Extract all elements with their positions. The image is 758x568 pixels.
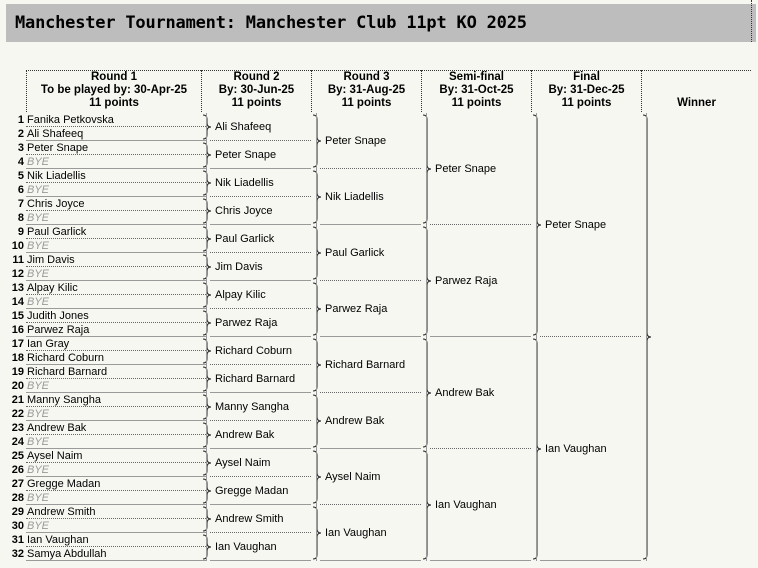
slot-underline [210,336,311,337]
column-separator [316,113,317,561]
slot-underline [210,504,311,505]
bracket-slot[interactable]: Peter Snape [215,149,277,161]
bracket-connector [202,395,212,419]
round-header-1 [26,70,201,112]
list-item [10,393,206,407]
bracket-connector [202,171,212,195]
round-header-round: Round 3 [343,71,390,83]
bracket-slot[interactable]: Gregge Madan [215,485,289,497]
bracket-connector [202,451,212,475]
seed-number: 25 [11,450,24,462]
bracket-slot[interactable]: Paul Garlick [325,247,385,259]
bracket-slot[interactable]: Richard Barnard [325,359,406,371]
slot-underline [320,504,421,505]
player-name[interactable]: Peter Snape [27,142,89,154]
bracket-connector [202,367,212,391]
slot-underline [210,476,311,477]
seed-number: 2 [17,128,24,140]
seed-number: 24 [11,436,24,448]
list-item [10,477,206,491]
list-item [10,421,206,435]
player-name[interactable]: Andrew Smith [27,506,96,518]
player-name[interactable]: BYE [27,380,50,392]
seed-number: 5 [17,170,24,182]
player-name[interactable]: Parwez Raja [27,324,90,336]
round-header-round: Semi-final [449,71,504,83]
player-name[interactable]: BYE [27,436,50,448]
round-header-points: 11 points [89,97,139,109]
seed-number: 26 [11,464,24,476]
player-name[interactable]: Richard Coburn [27,352,105,364]
bracket-connector [202,199,212,223]
column-separator [646,113,647,561]
column-separator [426,113,427,561]
slot-underline [210,252,311,253]
player-name[interactable]: Nik Liadellis [27,170,86,182]
row-underline [26,560,206,561]
seed-number: 23 [11,422,24,434]
player-name[interactable]: BYE [27,240,50,252]
slot-underline [430,224,531,225]
slot-underline [210,224,311,225]
slot-underline [210,308,311,309]
seed-number: 4 [17,156,24,168]
player-name[interactable]: Ian Vaughan [27,534,89,546]
slot-underline [540,336,641,337]
bracket-slot[interactable]: Andrew Bak [435,387,495,399]
page-title: Manchester Tournament: Manchester Club 11pt KO 2025 [15,13,527,33]
seed-number: 7 [17,198,24,210]
bracket-connector [312,451,322,503]
slot-underline [210,392,311,393]
slot-underline [320,336,421,337]
bracket-connector [312,171,322,223]
seed-number: 31 [11,534,24,546]
bracket-slot[interactable]: Andrew Smith [215,513,284,525]
bracket-connector [202,423,212,447]
player-name[interactable]: BYE [27,184,50,196]
round-header-2 [201,70,311,112]
round-header-5 [531,70,641,112]
bracket-slot[interactable]: Ian Vaughan [545,443,607,455]
seed-number: 29 [11,506,24,518]
bracket-connector [202,311,212,335]
round-header-round: Final [573,71,600,83]
slot-underline [320,280,421,281]
player-name[interactable]: Gregge Madan [27,478,101,490]
bracket-connector [422,339,432,447]
player-name[interactable]: BYE [27,296,50,308]
bracket-connector [202,143,212,167]
bracket-slot[interactable]: Aysel Naim [215,457,271,469]
list-item [10,295,206,309]
list-item [10,253,206,267]
bracket-slot[interactable]: Ian Vaughan [325,527,387,539]
seed-number: 27 [11,478,24,490]
player-name[interactable]: BYE [27,268,50,280]
seed-number: 10 [11,240,24,252]
slot-underline [540,560,641,561]
slot-underline [320,448,421,449]
player-name[interactable]: BYE [27,464,50,476]
list-item [10,183,206,197]
seed-number: 19 [11,366,24,378]
bracket-connector [312,339,322,391]
bracket-slot[interactable]: Alpay Kilic [215,289,266,301]
bracket-slot[interactable]: Aysel Naim [325,471,381,483]
bracket-slot[interactable]: Ian Vaughan [215,541,277,553]
round-header-round: Winner [677,97,716,109]
slot-underline [320,392,421,393]
round-header-deadline: By: 30-Jun-25 [218,84,295,96]
seed-number: 28 [11,492,24,504]
slot-underline [210,168,311,169]
list-item [10,491,206,505]
player-name[interactable]: Ali Shafeeq [27,128,84,140]
bracket-slot[interactable]: Andrew Bak [325,415,385,427]
list-item [10,267,206,281]
player-name[interactable]: Samya Abdullah [27,548,107,560]
seed-number: 15 [11,310,24,322]
list-item [10,379,206,393]
round-header-6 [641,70,751,112]
list-item [10,323,206,337]
round-header-round: Round 2 [233,71,280,83]
slot-underline [210,280,311,281]
player-name[interactable]: Andrew Bak [27,422,87,434]
column-separator [206,113,207,561]
bracket-connector [312,227,322,279]
seed-number: 8 [17,212,24,224]
round-header-points: 11 points [231,97,282,109]
bracket-slot[interactable]: Peter Snape [435,163,497,175]
seed-number: 21 [11,394,24,406]
bracket-slot[interactable]: Parwez Raja [215,317,278,329]
player-name[interactable]: Richard Barnard [27,366,108,378]
bracket-connector [202,479,212,503]
bracket-connector [422,451,432,559]
seed-number: 20 [11,380,24,392]
bracket-connector [422,115,432,223]
bracket-slot[interactable]: Ali Shafeeq [215,121,272,133]
slot-underline [320,560,421,561]
bracket-slot[interactable]: Jim Davis [215,261,263,273]
list-item [10,169,206,183]
seed-number: 9 [17,226,24,238]
bracket-slot[interactable]: Ian Vaughan [435,499,497,511]
round-header-3 [311,70,421,112]
list-item [10,239,206,253]
bracket-connector [532,339,542,559]
bracket-slot[interactable]: Paul Garlick [215,233,275,245]
bracket-connector [202,283,212,307]
list-item [10,533,206,547]
seed-number: 13 [11,282,24,294]
list-item [10,365,206,379]
bracket-slot[interactable]: Andrew Bak [215,429,275,441]
slot-underline [430,560,531,561]
bracket-connector [202,339,212,363]
round-header-points: 11 points [341,97,392,109]
slot-underline [430,448,531,449]
seed-number: 22 [11,408,24,420]
bracket-slot[interactable]: Nik Liadellis [215,177,274,189]
bracket-slot[interactable]: Peter Snape [545,219,607,231]
seed-number: 17 [11,338,24,350]
slot-underline [430,336,531,337]
list-item [10,351,206,365]
player-name[interactable]: BYE [27,520,50,532]
seed-number: 32 [11,548,24,560]
round-header-round: Round 1 [91,71,137,83]
round-header-deadline: By: 31-Aug-25 [327,84,406,96]
bracket-connector [312,507,322,559]
slot-underline [320,224,421,225]
player-name[interactable]: Alpay Kilic [27,282,78,294]
slot-underline [210,420,311,421]
player-name[interactable]: Fanika Petkovska [27,114,114,126]
list-item [10,309,206,323]
seed-number: 1 [17,114,24,126]
slot-underline [210,196,311,197]
bracket-slot[interactable]: Manny Sangha [215,401,289,413]
bracket-connector [202,227,212,251]
bracket-slot[interactable]: Chris Joyce [215,205,273,217]
list-item [10,337,206,351]
bracket-connector [532,115,542,335]
bracket-connector [312,283,322,335]
list-item [10,127,206,141]
bracket-connector [312,395,322,447]
round-header-deadline: To be played by: 30-Apr-25 [40,84,188,96]
list-item [10,113,206,127]
bracket-connector [642,115,652,559]
column-separator [536,113,537,561]
winner-slot[interactable] [655,330,747,344]
bracket-connector [422,227,432,335]
bracket-connector [202,255,212,279]
slot-underline [210,532,311,533]
list-item [10,281,206,295]
round-header-points: 11 points [561,97,612,109]
list-item [10,547,206,561]
player-name[interactable]: BYE [27,408,50,420]
bracket-connector [312,115,322,167]
seed-number: 11 [12,254,24,266]
list-item [10,225,206,239]
player-name[interactable]: Jim Davis [27,254,75,266]
round-header-deadline: By: 31-Dec-25 [548,84,625,96]
round-header-4 [421,70,531,112]
seed-number: 12 [11,268,24,280]
list-item [10,463,206,477]
slot-underline [210,448,311,449]
bracket-slot[interactable]: Peter Snape [325,135,387,147]
seed-number: 18 [11,352,24,364]
player-name[interactable]: Chris Joyce [27,198,85,210]
list-item [10,141,206,155]
list-item [10,435,206,449]
list-item [10,197,206,211]
player-name[interactable]: Ian Gray [27,338,70,350]
round-header-points: 11 points [451,97,502,109]
player-name[interactable]: BYE [27,492,50,504]
list-item [10,211,206,225]
seed-number: 3 [17,142,24,154]
player-name[interactable]: Paul Garlick [27,226,87,238]
player-name[interactable]: Aysel Naim [27,450,83,462]
bracket-connector [202,115,212,139]
bracket-connector [202,535,212,559]
slot-underline [320,168,421,169]
player-name[interactable]: BYE [27,212,50,224]
bracket-slot[interactable]: Parwez Raja [435,275,498,287]
seed-number: 30 [11,520,24,532]
list-item [10,155,206,169]
list-item [10,519,206,533]
list-item [10,449,206,463]
list-item [10,407,206,421]
bracket-slot[interactable]: Nik Liadellis [325,191,384,203]
header-right-border [751,0,752,42]
slot-underline [210,140,311,141]
bracket-connector [202,507,212,531]
round-header-deadline: By: 31-Oct-25 [439,84,514,96]
bracket-slot[interactable]: Richard Coburn [215,345,293,357]
bracket-slot[interactable]: Parwez Raja [325,303,388,315]
player-name[interactable]: BYE [27,156,50,168]
list-item [10,505,206,519]
slot-underline [210,560,311,561]
player-name[interactable]: Manny Sangha [27,394,101,406]
seed-number: 14 [11,296,24,308]
bracket-slot[interactable]: Richard Barnard [215,373,296,385]
slot-underline [210,364,311,365]
seed-number: 16 [11,324,24,336]
seed-number: 6 [17,184,24,196]
player-name[interactable]: Judith Jones [27,310,89,322]
